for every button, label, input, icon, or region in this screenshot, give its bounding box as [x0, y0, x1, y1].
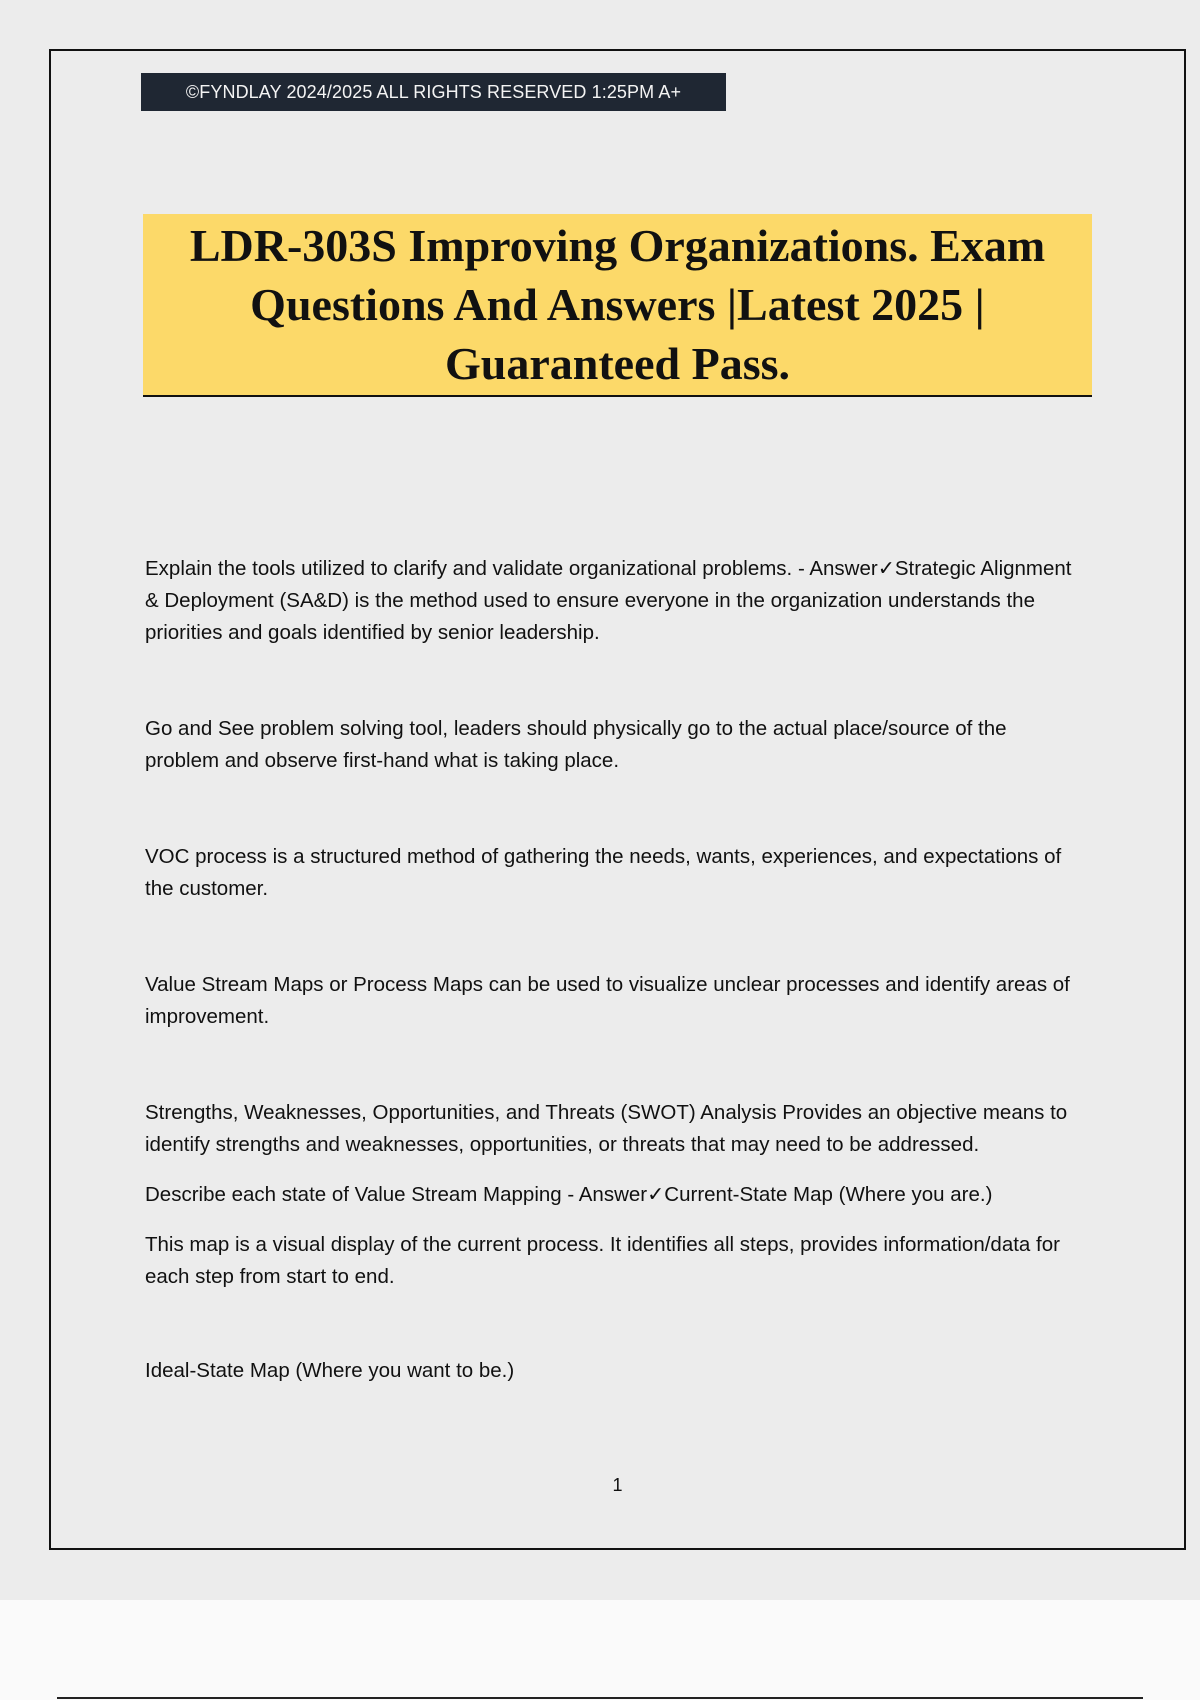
divider	[57, 1697, 1143, 1699]
paragraph: Go and See problem solving tool, leaders should physically go to the actual place/source of the problem and observe first-hand what is taking place.	[145, 717, 1007, 772]
paragraph: Strengths, Weaknesses, Opportunities, and Threats (SWOT) Analysis Provides an objective means to identify strengths and weaknesses, opportunities, or threats that may need to be addressed.	[145, 1101, 1068, 1156]
paragraph: VOC process is a structured method of gathering the needs, wants, experiences, and expectations of the customer.	[145, 845, 1062, 900]
paragraph: Value Stream Maps or Process Maps can be used to visualize unclear processes and identify areas of improvement.	[145, 973, 1070, 1028]
paragraph: This map is a visual display of the current process. It identifies all steps, provides information/data for each step from start to end.	[145, 1233, 1060, 1288]
next-page-preview	[0, 1600, 1200, 1700]
page-number: 1	[612, 1475, 623, 1495]
paragraph: Explain the tools utilized to clarify and validate organizational problems. - Answer✓Strategic Alignment & Deployment (SA&D) is the method used to ensure everyone in the organization understands the priorities and goals identified by senior leadership.	[145, 557, 1072, 644]
title-box	[143, 214, 1092, 397]
document-body	[145, 553, 1085, 1387]
paragraph: Ideal-State Map (Where you want to be.)	[145, 1359, 515, 1382]
paragraph: Describe each state of Value Stream Mapping - Answer✓Current-State Map (Where you are.)	[145, 1183, 993, 1206]
document-title: LDR-303S Improving Organizations. Exam Questions And Answers |Latest 2025 | Guaranteed Pass.	[189, 220, 1046, 389]
copyright-banner: ©FYNDLAY 2024/2025 ALL RIGHTS RESERVED 1:25PM A+	[141, 73, 726, 111]
